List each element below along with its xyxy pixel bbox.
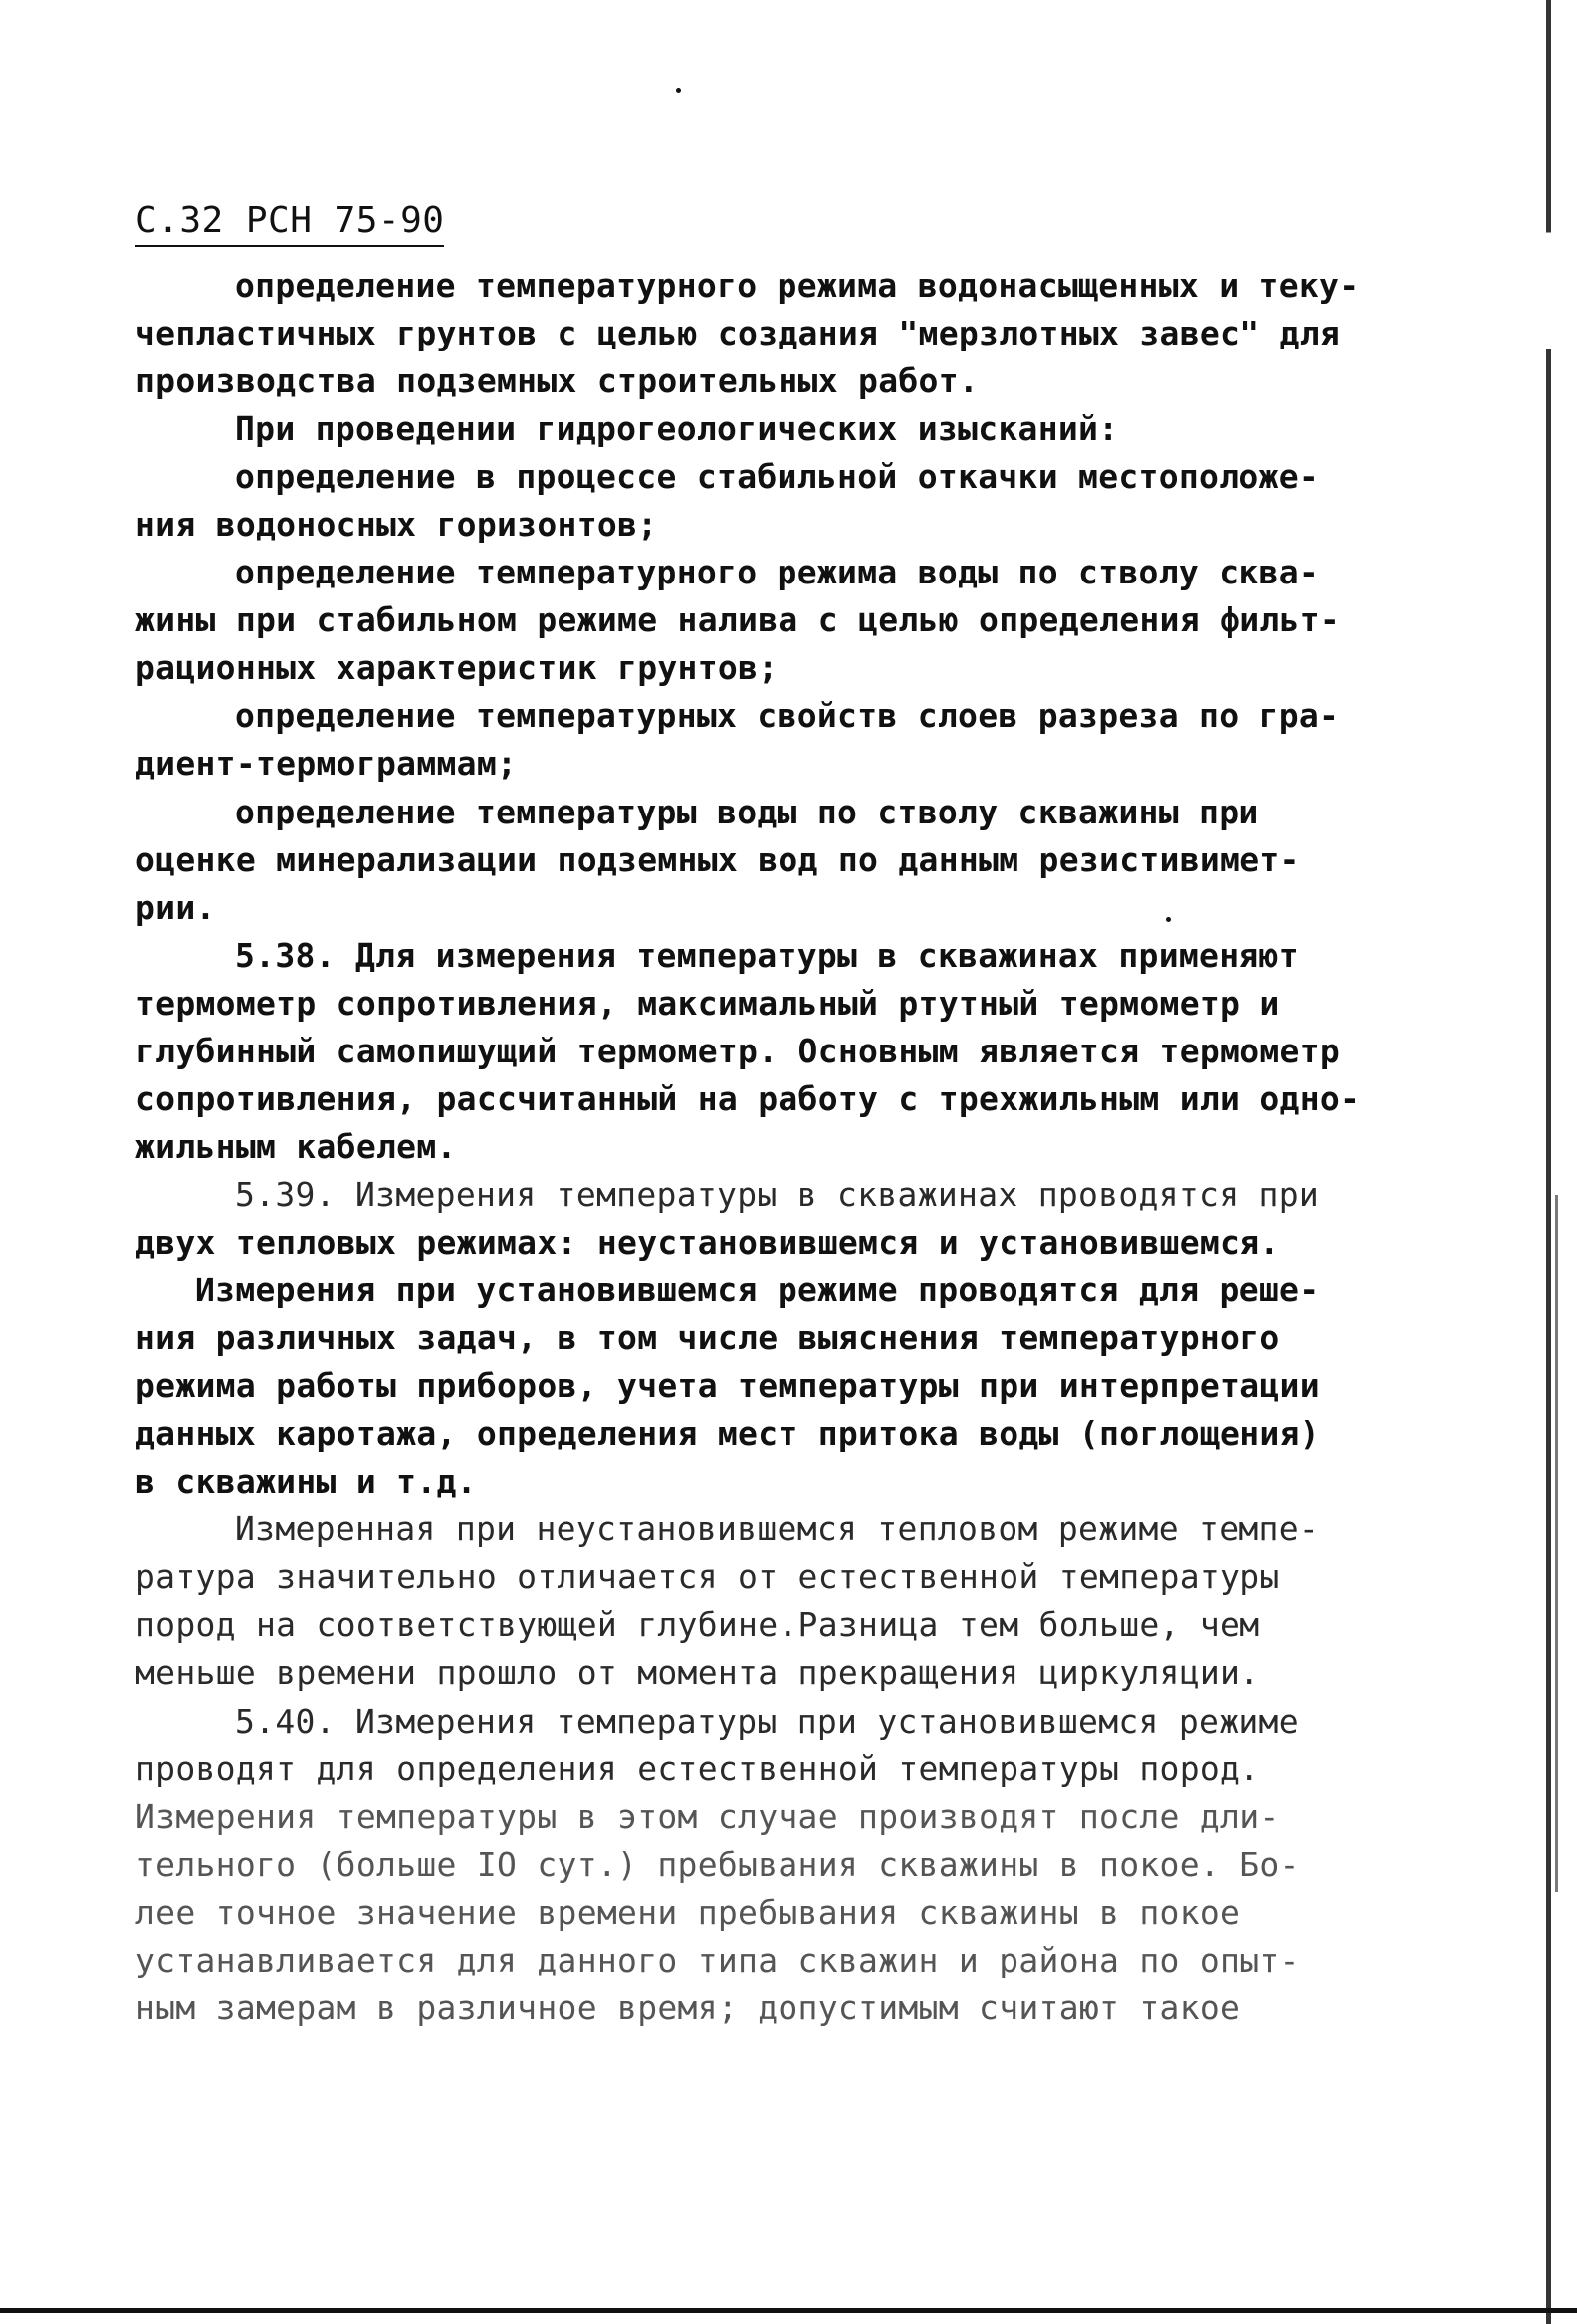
text-line: тельного (больше IO сут.) пребывания скважины в покое. Бо- xyxy=(135,1845,1300,1884)
text-line: диент-термограммам; xyxy=(135,744,518,783)
scan-edge-right xyxy=(1546,0,1551,2324)
text-line: двух тепловых режимах: неустановившемся и установившемся. xyxy=(135,1223,1280,1262)
text-line: определение в процессе стабильной откачки местоположе- xyxy=(235,457,1320,496)
text-line: меньше времени прошло от момента прекращения циркуляции. xyxy=(135,1653,1260,1692)
text-line: жины при стабильном режиме налива с целью определения фильт- xyxy=(135,600,1341,639)
text-line: При проведении гидрогеологических изысканий: xyxy=(235,409,1119,448)
text-line: глубинный самопишущий термометр. Основным является термометр xyxy=(135,1032,1341,1070)
text-line: режима работы приборов, учета температуры при интерпретации xyxy=(135,1366,1320,1405)
scan-edge-bottom xyxy=(0,2308,1577,2313)
text-line: пород на соответствующей глубине.Разница тем больше, чем xyxy=(135,1605,1260,1644)
text-line: ния водоносных горизонтов; xyxy=(135,505,658,544)
text-line: проводят для определения естественной температуры пород. xyxy=(135,1749,1260,1788)
text-line: жильным кабелем. xyxy=(135,1127,457,1166)
text-line: ным замерам в различное время; допустимым считают такое xyxy=(135,1988,1240,2027)
text-line: определение температурных свойств слоев разреза по гра- xyxy=(235,696,1340,735)
text-line: 5.38. Для измерения температуры в скважинах применяют xyxy=(235,936,1299,975)
text-line: определение температуры воды по стволу скважины при xyxy=(235,793,1259,831)
text-line: 5.39. Измерения температуры в скважинах проводятся при xyxy=(235,1175,1320,1214)
text-line: сопротивления, рассчитанный на работу с трехжильным или одно- xyxy=(135,1079,1361,1118)
text-line: в скважины и т.д. xyxy=(135,1462,477,1501)
text-line: оценке минерализации подземных вод по данным резистивимет- xyxy=(135,840,1300,879)
text-line: 5.40. Измерения температуры при установившемся режиме xyxy=(235,1702,1299,1741)
text-line: термометр сопротивления, максимальный ртутный термометр и xyxy=(135,984,1280,1023)
scan-edge-right-secondary xyxy=(1555,1195,1558,1892)
text-line: устанавливается для данного типа скважин и района по опыт- xyxy=(135,1941,1300,1979)
scan-speck xyxy=(676,88,681,93)
text-line: данных каротажа, определения мест притока воды (поглощения) xyxy=(135,1414,1320,1453)
text-line: рационных характеристик грунтов; xyxy=(135,648,779,687)
text-line: Измеренная при неустановившемся тепловом режиме темпе- xyxy=(235,1510,1320,1548)
text-line: Измерения температуры в этом случае производят после дли- xyxy=(135,1797,1280,1836)
text-line: ния различных задач, в том числе выяснения температурного xyxy=(135,1318,1280,1357)
text-line: Измерения при установившемся режиме проводятся для реше- xyxy=(195,1271,1320,1309)
text-line: чепластичных грунтов с целью создания "мерзлотных завес" для xyxy=(135,314,1341,352)
text-line: лее точное значение времени пребывания скважины в покое xyxy=(135,1893,1240,1932)
text-line: определение температурного режима водонасыщенных и теку- xyxy=(235,266,1360,305)
text-line: определение температурного режима воды по стволу сква- xyxy=(235,553,1320,591)
page-header: С.32 РСН 75-90 xyxy=(135,197,444,247)
text-line: ратура значительно отличается от естественной температуры xyxy=(135,1557,1280,1596)
text-line: рии. xyxy=(135,888,216,927)
text-line: производства подземных строительных работ. xyxy=(135,361,980,400)
scan-speck xyxy=(1166,917,1171,922)
